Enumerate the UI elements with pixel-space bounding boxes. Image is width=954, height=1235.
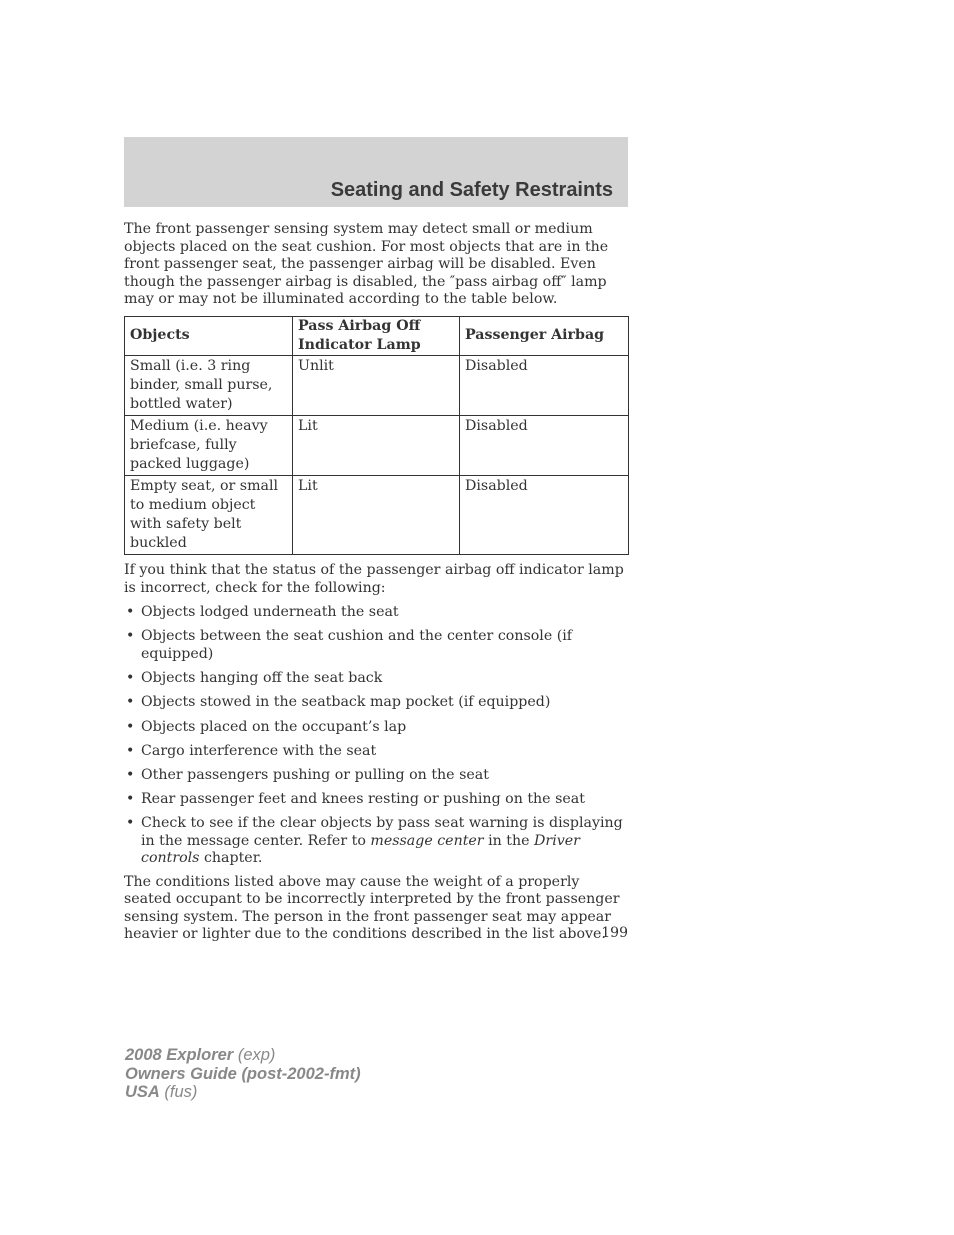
table-cell: Lit xyxy=(293,415,460,475)
checklist-intro: If you think that the status of the passenger airbag off indicator lamp is incorrect, check for the following: xyxy=(124,561,624,596)
list-item-text: Objects lodged underneath the seat xyxy=(141,604,399,621)
list-item xyxy=(124,670,628,688)
page-content xyxy=(124,221,628,944)
footer-region-code: (fus) xyxy=(159,1083,198,1101)
list-item-text: Objects hanging off the seat back xyxy=(141,670,383,687)
section-header-band xyxy=(124,137,628,207)
list-item-text: Objects placed on the occupant’s lap xyxy=(141,718,407,735)
list-item xyxy=(124,719,628,737)
closing-paragraph: The conditions listed above may cause the weight of a properly seated occupant to be incorrectly interpreted by the front passenger sensing system. The person in the front passenger seat may appear heavier or lighter due to the conditions described in the list above. xyxy=(124,873,620,943)
table-header-cell: Pass Airbag Off Indicator Lamp xyxy=(293,316,460,355)
bullet-icon: • xyxy=(126,628,135,645)
list-item xyxy=(124,743,628,761)
list-item-text: Objects stowed in the seatback map pocket (if equipped) xyxy=(141,694,551,711)
bullet-icon: • xyxy=(126,791,135,808)
bullet-icon: • xyxy=(126,670,135,687)
footer-line xyxy=(125,1065,361,1084)
table-row xyxy=(125,415,629,475)
footer-guide: Owners Guide (post-2002-fmt) xyxy=(125,1064,361,1083)
table-header-row xyxy=(125,316,629,355)
list-item xyxy=(124,604,628,622)
list-item-text xyxy=(141,815,623,866)
table-cell: Unlit xyxy=(293,355,460,415)
table-row xyxy=(125,355,629,415)
list-item xyxy=(124,694,628,712)
list-item-text: Other passengers pushing or pulling on the seat xyxy=(141,766,489,783)
bullet-icon: • xyxy=(126,766,135,783)
bullet-icon: • xyxy=(126,742,135,759)
footer-model-code: (exp) xyxy=(233,1046,276,1064)
table-cell: Lit xyxy=(293,475,460,554)
list-item-text-part: Check to see if the clear objects by pass seat warning is displaying in the message center. Refer to xyxy=(141,815,623,849)
intro-paragraph: The front passenger sensing system may detect small or medium objects placed on the seat cushion. For most objects that are in the front passenger seat, the passenger airbag will be disabled. Even though the passenger airbag is disabled, the ″pass airbag off″ lamp may or may not be illuminated according to the table below. xyxy=(124,221,609,308)
table-cell: Disabled xyxy=(460,355,629,415)
list-item xyxy=(124,628,628,663)
table-cell: Medium (i.e. heavy briefcase, fully packed luggage) xyxy=(125,415,293,475)
list-item xyxy=(124,767,628,785)
list-item-text: Rear passenger feet and knees resting or pushing on the seat xyxy=(141,791,585,808)
checklist xyxy=(124,604,628,868)
list-item xyxy=(124,815,628,868)
table-cell: Empty seat, or small to medium object with safety belt buckled xyxy=(125,475,293,554)
airbag-status-table xyxy=(124,316,629,555)
bullet-icon: • xyxy=(126,718,135,735)
list-item-text: Objects between the seat cushion and the center console (if equipped) xyxy=(141,628,573,662)
list-item-text-part: in the xyxy=(483,832,535,849)
bullet-icon: • xyxy=(126,815,135,832)
table-cell: Small (i.e. 3 ring binder, small purse, bottled water) xyxy=(125,355,293,415)
footer-line xyxy=(125,1046,361,1065)
list-item xyxy=(124,791,628,809)
table-cell: Disabled xyxy=(460,475,629,554)
driver-controls-reference: Driver controls xyxy=(141,832,580,867)
page-number: 199 xyxy=(601,925,628,941)
footer-region: USA xyxy=(125,1083,160,1101)
list-item-text: Cargo interference with the seat xyxy=(141,742,377,759)
bullet-icon: • xyxy=(126,694,135,711)
list-item-text-part: chapter. xyxy=(199,850,263,867)
table-header-cell: Passenger Airbag xyxy=(460,316,629,355)
table-header-cell: Objects xyxy=(125,316,293,355)
table-cell: Disabled xyxy=(460,415,629,475)
footer-line xyxy=(125,1083,361,1102)
document-footer xyxy=(125,1046,361,1102)
bullet-icon: • xyxy=(126,604,135,621)
message-center-reference: message center xyxy=(370,832,484,849)
footer-model: 2008 Explorer xyxy=(125,1046,234,1064)
section-title: Seating and Safety Restraints xyxy=(330,179,613,201)
table-row xyxy=(125,475,629,554)
